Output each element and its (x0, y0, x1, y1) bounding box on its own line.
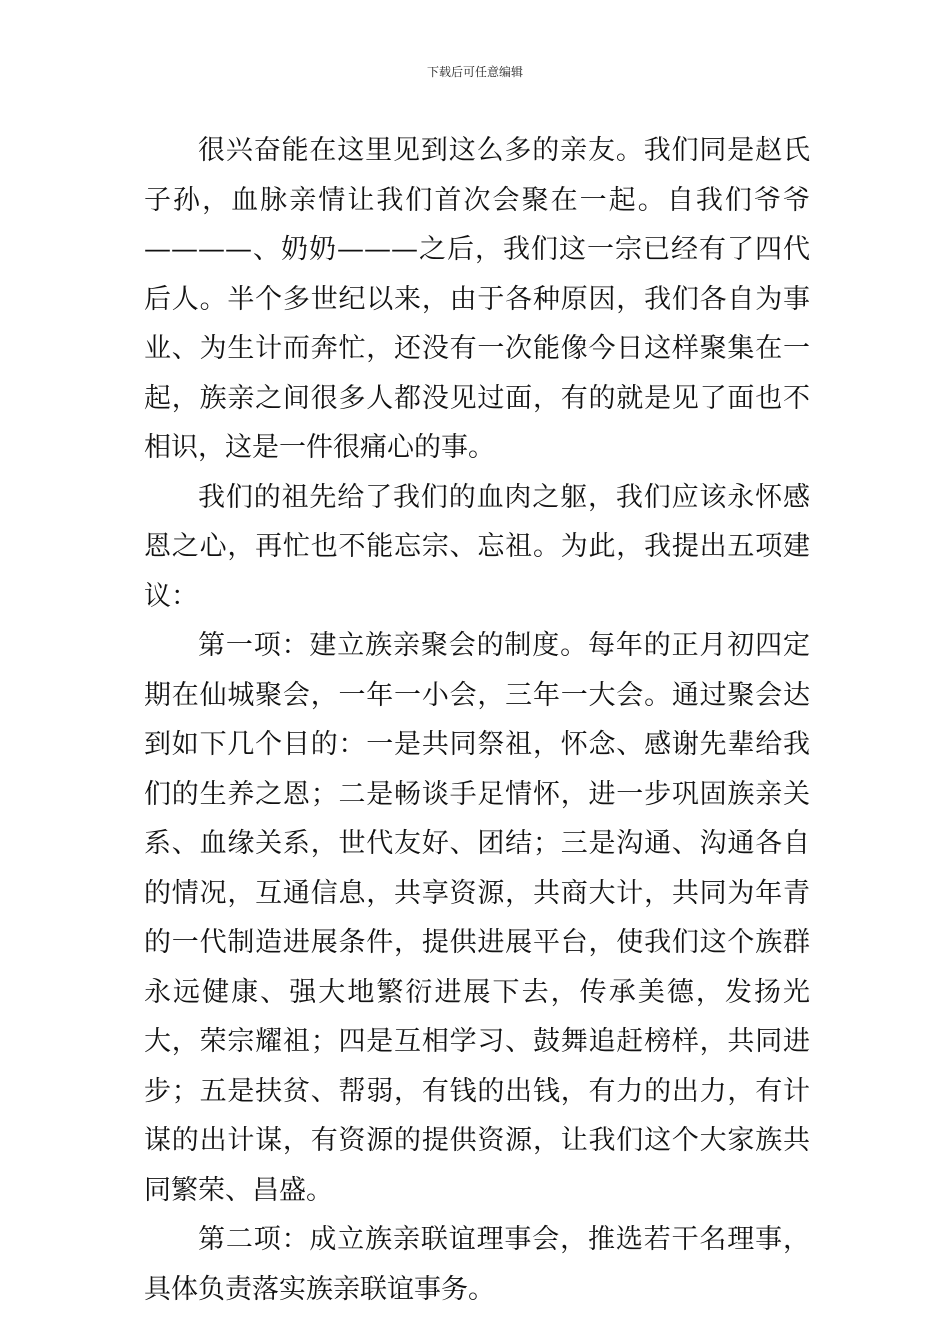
paragraph-2: 我们的祖先给了我们的血肉之躯，我们应该永怀感恩之心，再忙也不能忘宗、忘祖。为此，我提出五项建议： (144, 481, 810, 612)
paragraph-1: 很兴奋能在这里见到这么多的亲友。我们同是赵氏子孙，血脉亲情让我们首次会聚在一起。自我们爷爷————、奶奶———之后，我们这一宗已经有了四代后人。半个多世纪以来，由于各种原因，我们各自为事业、为生计而奔忙，还没有一次能像今日这样聚集在一起，族亲之间很多人都没见过面，有的就是见了面也不相识，这是一件很痛心的事。 (144, 135, 810, 463)
paragraph-3: 第一项：建立族亲聚会的制度。每年的正月初四定期在仙城聚会，一年一小会，三年一大会。通过聚会达到如下几个目的：一是共同祭祖，怀念、感谢先辈给我们的生养之恩；二是畅谈手足情怀，进一步巩固族亲关系、血缘关系，世代友好、团结；三是沟通、沟通各自的情况，互通信息，共享资源，共商大计，共同为年青的一代制造进展条件，提供进展平台，使我们这个族群永远健康、强大地繁衍进展下去，传承美德，发扬光大，荣宗耀祖；四是互相学习、鼓舞追赶榜样，共同进步；五是扶贫、帮弱，有钱的出钱，有力的出力，有计谋的出计谋，有资源的提供资源，让我们这个大家族共同繁荣、昌盛。 (144, 630, 810, 1206)
page-header-note: 下载后可任意编辑 (426, 65, 523, 79)
paragraph-4: 第二项：成立族亲联谊理事会，推选若干名理事，具体负责落实族亲联谊事务。 (144, 1224, 810, 1305)
document-body (144, 126, 810, 1314)
